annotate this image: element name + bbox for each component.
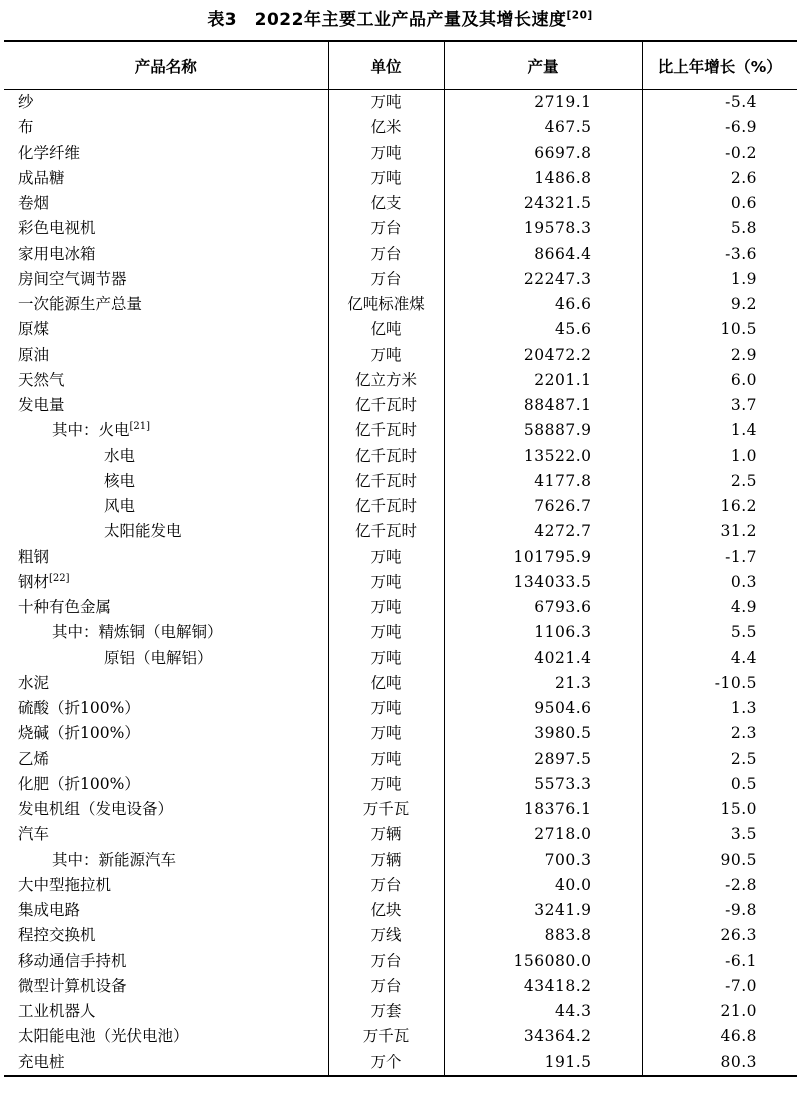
growth-value-cell: 15.0 [720,800,757,818]
output-value-cell: 1106.3 [444,620,642,645]
output-value-cell: 883.8 [444,923,642,948]
growth-value-cell: -0.2 [725,143,757,162]
table-row [4,115,797,140]
table-row [4,393,797,418]
table-row [4,848,797,873]
unit-cell: 万辆 [328,848,444,873]
growth-value-cell: 31.2 [720,522,757,541]
unit-cell: 万千瓦 [328,1024,444,1049]
unit-cell: 亿千瓦时 [328,444,444,469]
growth-value-cell: -3.6 [725,244,757,263]
product-name-cell: 钢材[22] [4,570,328,595]
product-name-cell: 水电 [4,444,328,469]
output-value-cell: 22247.3 [444,267,642,292]
output-value-cell: 43418.2 [444,974,642,999]
output-value-cell: 34364.2 [444,1024,642,1049]
product-name-cell: 水泥 [4,671,328,696]
output-value-cell: 4177.8 [444,469,642,494]
product-name-cell: 原煤 [4,317,328,342]
industrial-output-table [4,40,797,1077]
growth-value-cell: 1.9 [730,269,757,288]
unit-cell: 亿吨 [328,317,444,342]
output-value-cell: 700.3 [444,848,642,873]
unit-cell: 万吨 [328,646,444,671]
col-header-growth: 比上年增长（%） [642,41,797,90]
unit-cell: 万线 [328,923,444,948]
product-name-cell: 工业机器人 [4,999,328,1024]
product-name-cell: 集成电路 [4,898,328,923]
output-value-cell: 24321.5 [444,191,642,216]
table-row [4,545,797,570]
output-value-cell: 9504.6 [444,696,642,721]
table-row [4,595,797,620]
table-row [4,747,797,772]
output-value-cell: 46.6 [444,292,642,317]
table-row [4,570,797,595]
table-row [4,469,797,494]
growth-value-cell: 2.6 [730,168,757,187]
product-name-cell: 成品糖 [4,166,328,191]
growth-value-cell: 9.2 [730,295,757,313]
output-value-cell: 20472.2 [444,343,642,368]
growth-value-cell: 16.2 [720,497,757,515]
growth-value-cell: 5.8 [730,219,757,238]
table-row [4,999,797,1024]
growth-value-cell: 0.5 [730,774,757,793]
growth-value-cell: -5.4 [725,93,757,111]
product-name-cell: 纱 [4,90,328,116]
product-name-cell: 核电 [4,469,328,494]
unit-cell: 万吨 [328,721,444,746]
product-name-cell: 天然气 [4,368,328,393]
output-value-cell: 3980.5 [444,721,642,746]
product-name-cell: 一次能源生产总量 [4,292,328,317]
table-row [4,772,797,797]
product-name-cell: 原铝（电解铝） [4,646,328,671]
unit-cell: 亿千瓦时 [328,469,444,494]
growth-value-cell: 80.3 [720,1052,757,1071]
unit-cell: 万吨 [328,570,444,595]
product-name-cell: 彩色电视机 [4,216,328,241]
product-name-cell: 充电桩 [4,1050,328,1076]
table-row [4,368,797,393]
output-value-cell: 88487.1 [444,393,642,418]
growth-value-cell: -6.1 [725,951,757,970]
header-row [4,41,797,90]
table-row [4,671,797,696]
table-row [4,343,797,368]
product-name-cell: 房间空气调节器 [4,267,328,292]
product-name-cell: 十种有色金属 [4,595,328,620]
unit-cell: 亿千瓦时 [328,494,444,519]
output-value-cell: 2718.0 [444,822,642,847]
growth-value-cell: 4.4 [730,648,757,667]
table-row [4,646,797,671]
product-name-cell: 风电 [4,494,328,519]
growth-value-cell: 2.5 [730,749,757,768]
col-header-unit: 单位 [328,41,444,90]
growth-value-cell: 0.3 [730,572,757,591]
unit-cell: 亿吨标准煤 [328,292,444,317]
growth-value-cell: 1.0 [730,446,757,465]
table-row [4,519,797,544]
growth-value-cell: 26.3 [720,926,757,945]
growth-value-cell: 5.5 [730,623,757,642]
growth-value-cell: 2.9 [730,345,757,364]
product-name-cell: 微型计算机设备 [4,974,328,999]
growth-value-cell: -10.5 [714,673,757,692]
product-name-cell: 烧碱（折100%） [4,721,328,746]
table-row [4,494,797,519]
unit-cell: 万千瓦 [328,797,444,822]
unit-cell: 万个 [328,1050,444,1076]
output-value-cell: 19578.3 [444,216,642,241]
product-name-cell: 布 [4,115,328,140]
output-value-cell: 134033.5 [444,570,642,595]
unit-cell: 亿千瓦时 [328,393,444,418]
unit-cell: 万吨 [328,747,444,772]
output-value-cell: 6793.6 [444,595,642,620]
unit-cell: 万吨 [328,595,444,620]
unit-cell: 万台 [328,949,444,974]
growth-value-cell: 3.5 [730,825,757,844]
output-value-cell: 467.5 [444,115,642,140]
product-name-cell: 其中：精炼铜（电解铜） [4,620,328,645]
output-value-cell: 2201.1 [444,368,642,393]
table-row [4,797,797,822]
growth-value-cell: 0.6 [730,194,757,212]
growth-value-cell: 21.0 [720,1002,757,1020]
table-row [4,923,797,948]
output-value-cell: 45.6 [444,317,642,342]
table-title-text: 表3 2022年主要工业产品产量及其增长速度 [207,10,567,30]
growth-value-cell: -7.0 [725,976,757,995]
output-value-cell: 191.5 [444,1050,642,1076]
growth-value-cell: 2.5 [730,471,757,490]
unit-cell: 亿吨 [328,671,444,696]
growth-value-cell: -2.8 [725,875,757,894]
unit-cell: 万吨 [328,90,444,116]
product-name-cell: 发电机组（发电设备） [4,797,328,822]
product-name-cell: 移动通信手持机 [4,949,328,974]
unit-cell: 万吨 [328,343,444,368]
table-row [4,620,797,645]
growth-value-cell: -6.9 [725,118,757,137]
output-value-cell: 13522.0 [444,444,642,469]
output-value-cell: 44.3 [444,999,642,1024]
product-name-cell: 发电量 [4,393,328,418]
table-row [4,898,797,923]
unit-cell: 万台 [328,267,444,292]
table-row [4,721,797,746]
growth-value-cell: -9.8 [725,901,757,919]
unit-cell: 万台 [328,242,444,267]
output-value-cell: 101795.9 [444,545,642,570]
title-footnote-ref: [20] [566,9,593,22]
unit-cell: 亿千瓦时 [328,519,444,544]
table-row [4,166,797,191]
table-body [4,90,797,1076]
growth-value-cell: 1.4 [730,421,757,440]
unit-cell: 亿米 [328,115,444,140]
table-row [4,216,797,241]
col-header-product-name: 产品名称 [4,41,328,90]
unit-cell: 万吨 [328,166,444,191]
product-name-cell: 其中：新能源汽车 [4,848,328,873]
output-value-cell: 8664.4 [444,242,642,267]
table-row [4,90,797,116]
unit-cell: 万台 [328,216,444,241]
table-row [4,292,797,317]
unit-cell: 亿支 [328,191,444,216]
footnote-ref: [21] [129,421,151,433]
product-name-cell: 大中型拖拉机 [4,873,328,898]
col-header-output: 产量 [444,41,642,90]
product-name-cell: 太阳能发电 [4,519,328,544]
unit-cell: 亿块 [328,898,444,923]
product-name-cell: 家用电冰箱 [4,242,328,267]
unit-cell: 亿立方米 [328,368,444,393]
unit-cell: 万吨 [328,696,444,721]
product-name-cell: 原油 [4,343,328,368]
table-row [4,191,797,216]
table-row [4,418,797,443]
output-value-cell: 40.0 [444,873,642,898]
growth-value-cell: 2.3 [730,724,757,743]
table-row [4,1050,797,1076]
growth-value-cell: 6.0 [730,370,757,389]
table-row [4,267,797,292]
product-name-cell: 卷烟 [4,191,328,216]
table-row [4,696,797,721]
table-title [0,0,800,33]
product-name-cell: 其中：火电[21] [4,418,328,443]
output-value-cell: 21.3 [444,671,642,696]
unit-cell: 万吨 [328,620,444,645]
footnote-ref: [22] [49,572,70,584]
table-row [4,141,797,166]
table-row [4,1024,797,1049]
unit-cell: 万台 [328,873,444,898]
table-row [4,317,797,342]
growth-value-cell: -1.7 [725,547,757,566]
table-row [4,949,797,974]
table-row [4,873,797,898]
growth-value-cell: 3.7 [730,396,757,414]
output-value-cell: 2897.5 [444,747,642,772]
table-row [4,242,797,267]
output-value-cell: 1486.8 [444,166,642,191]
unit-cell: 万吨 [328,545,444,570]
output-value-cell: 5573.3 [444,772,642,797]
table-row [4,822,797,847]
output-value-cell: 4021.4 [444,646,642,671]
unit-cell: 万台 [328,974,444,999]
output-value-cell: 7626.7 [444,494,642,519]
table-row [4,444,797,469]
output-value-cell: 6697.8 [444,141,642,166]
product-name-cell: 化学纤维 [4,141,328,166]
product-name-cell: 粗钢 [4,545,328,570]
output-value-cell: 18376.1 [444,797,642,822]
unit-cell: 亿千瓦时 [328,418,444,443]
output-value-cell: 3241.9 [444,898,642,923]
product-name-cell: 汽车 [4,822,328,847]
product-name-cell: 硫酸（折100%） [4,696,328,721]
growth-value-cell: 90.5 [720,850,757,869]
unit-cell: 万套 [328,999,444,1024]
output-value-cell: 4272.7 [444,519,642,544]
unit-cell: 万吨 [328,141,444,166]
unit-cell: 万吨 [328,772,444,797]
growth-value-cell: 46.8 [720,1027,757,1046]
output-value-cell: 58887.9 [444,418,642,443]
table-row [4,974,797,999]
unit-cell: 万辆 [328,822,444,847]
output-value-cell: 156080.0 [444,949,642,974]
growth-value-cell: 1.3 [730,699,757,717]
growth-value-cell: 4.9 [730,598,757,616]
product-name-cell: 乙烯 [4,747,328,772]
product-name-cell: 太阳能电池（光伏电池） [4,1024,328,1049]
product-name-cell: 程控交换机 [4,923,328,948]
product-name-cell: 化肥（折100%） [4,772,328,797]
output-value-cell: 2719.1 [444,90,642,116]
growth-value-cell: 10.5 [720,320,757,339]
